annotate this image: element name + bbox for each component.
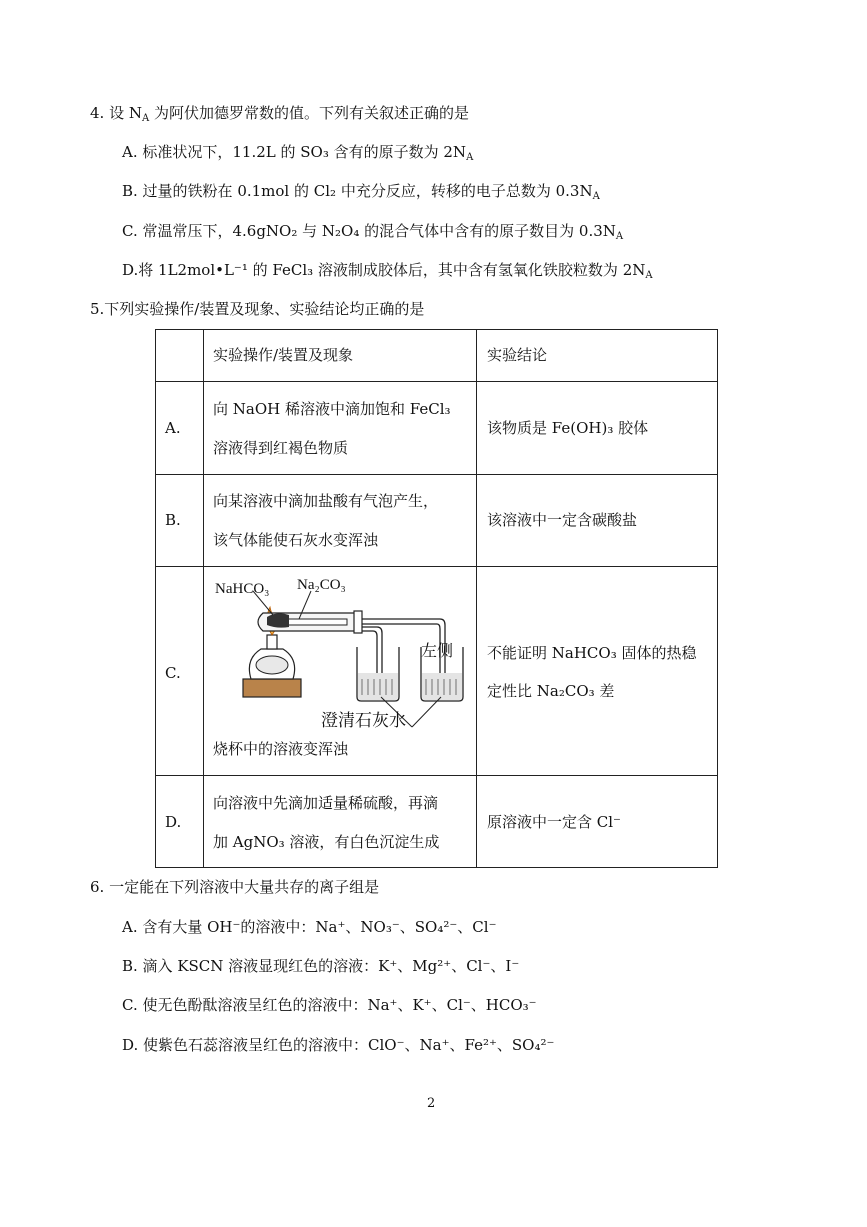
table-rule: [717, 329, 718, 868]
row-d-op-line1: 向溶液中先滴加适量稀硫酸，再滴: [213, 794, 439, 812]
row-d-conclusion: 原溶液中一定含 Cl⁻: [487, 813, 621, 831]
row-a-op-line1: 向 NaOH 稀溶液中滴加饱和 FeCl₃: [213, 400, 451, 418]
row-b-op-line1: 向某溶液中滴加盐酸有气泡产生，: [213, 492, 439, 510]
row-d-label: D.: [165, 813, 182, 831]
header-conclusion: 实验结论: [487, 346, 548, 364]
q6-option-c: C. 使无色酚酞溶液呈红色的溶液中：Na⁺、K⁺、Cl⁻、HCO₃⁻: [122, 996, 537, 1014]
table-rule: [155, 329, 718, 330]
q4-stem: 4. 设 $N_A$ 为阿伏加德罗常数的值。下列有关叙述正确的是: [90, 104, 469, 124]
q4-option-c: C. 常温常压下，4.6gNO₂ 与 N₂O₄ 的混合气体中含有的原子数目为 $0.3N_A$: [122, 222, 624, 242]
q4-option-a: A. 标准状况下，11.2L 的 SO₃ 含有的原子数为 $2N_A$: [122, 143, 474, 163]
q5-stem: 5.下列实验操作/装置及现象、实验结论均正确的是: [90, 300, 425, 318]
row-c-op: 烧杯中的溶液变浑浊: [213, 740, 349, 758]
row-a-label: A.: [165, 419, 181, 437]
table-rule: [155, 381, 718, 382]
row-a-op-line2: 溶液得到红褐色物质: [213, 439, 349, 457]
table-rule: [155, 775, 718, 776]
row-c-conclusion-line2: 定性比 Na₂CO₃ 差: [487, 682, 615, 700]
header-op: 实验操作/装置及现象: [213, 346, 354, 364]
row-b-label: B.: [165, 511, 181, 529]
table-rule: [155, 566, 718, 567]
label-limewater: 澄清石灰水: [321, 711, 406, 731]
row-b-conclusion: 该溶液中一定含碳酸盐: [487, 511, 638, 529]
stand-icon: [243, 679, 301, 697]
experiment-table: [155, 329, 718, 868]
q6-option-d: D. 使紫色石蕊溶液呈红色的溶液中：ClO⁻、Na⁺、Fe²⁺、SO₄²⁻: [122, 1036, 555, 1054]
test-tube-icon: [258, 611, 362, 633]
table-rule: [203, 329, 204, 868]
q4-option-d: D.将 1L2mol•L⁻¹ 的 FeCl₃ 溶液制成胶体后，其中含有氢氧化铁胶粒数为 $2N_A$: [122, 261, 653, 281]
q6-stem: 6. 一定能在下列溶液中大量共存的离子组是: [90, 878, 380, 896]
row-a-conclusion: 该物质是 Fe(OH)₃ 胶体: [487, 419, 649, 437]
label-na2co3: Na₂CO₃: [297, 577, 346, 593]
label-nahco3: NaHCO₃: [215, 581, 270, 597]
row-c-label: C.: [165, 664, 181, 682]
table-rule: [155, 867, 718, 868]
beaker-icon: [357, 647, 399, 701]
row-d-op-line2: 加 AgNO₃ 溶液，有白色沉淀生成: [213, 833, 440, 851]
table-rule: [476, 329, 477, 868]
q6-option-a: A. 含有大量 OH⁻的溶液中：Na⁺、NO₃⁻、SO₄²⁻、Cl⁻: [122, 918, 497, 936]
row-c-conclusion-line1: 不能证明 NaHCO₃ 固体的热稳: [487, 644, 697, 662]
row-b-op-line2: 该气体能使石灰水变浑浊: [213, 531, 379, 549]
table-rule: [155, 329, 156, 868]
label-left-side: 左侧: [421, 641, 454, 660]
page-number: 2: [427, 1096, 436, 1111]
q6-option-b: B. 滴入 KSCN 溶液显现红色的溶液：K⁺、Mg²⁺、Cl⁻、I⁻: [122, 957, 520, 975]
table-rule: [155, 474, 718, 475]
q4-option-b: B. 过量的铁粉在 0.1mol 的 Cl₂ 中充分反应，转移的电子总数为 $0.3N_A$: [122, 182, 600, 202]
